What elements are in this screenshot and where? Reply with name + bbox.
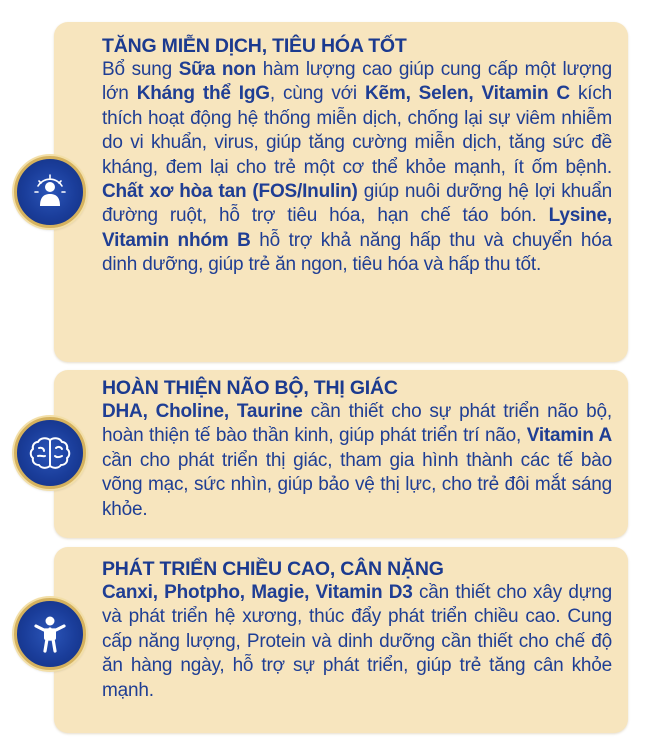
section-body xyxy=(102,581,612,703)
body-text: giúp nuôi dưỡng hệ lợi khuẩn đường ruột, hỗ trợ tiêu hóa, hạn chế táo bón. xyxy=(102,181,612,227)
highlight-text: Lysine, Vitamin nhóm B xyxy=(102,205,612,251)
highlight-text: DHA, Choline, Taurine xyxy=(102,401,303,422)
highlight-text: Sữa non xyxy=(178,59,257,80)
section-body xyxy=(102,400,612,522)
body-text: hàm lượng cao giúp cung cấp một lượng lớn xyxy=(102,59,612,105)
section-content xyxy=(102,34,612,278)
child-stretch-icon xyxy=(14,598,86,670)
highlight-text: Vitamin A xyxy=(526,425,613,447)
section-title: PHÁT TRIỂN CHIỀU CAO, CÂN NẶNG xyxy=(102,558,444,580)
body-text: kích thích hoạt động hệ thống miễn dịch, chống lại sự viêm nhiễm do vi khuẩn, virus, giúp tăng cường miễn dịch, tăng sức đề kháng, đem lại cho trẻ một cơ thể khỏe mạnh, ít ốm bệnh. xyxy=(102,83,612,178)
brain-icon xyxy=(14,417,86,489)
immune-person-icon xyxy=(14,156,86,228)
section-card-brain xyxy=(54,370,628,538)
body-text: cần cho phát triển thị giác, tham gia hình thành các tế bào võng mạc, sức nhìn, giúp bảo vệ thị lực, cho trẻ đôi mắt sáng khỏe. xyxy=(102,449,612,520)
highlight-text: Chất xơ hòa tan (FOS/Inulin) xyxy=(102,181,358,203)
section-content xyxy=(102,376,612,522)
section-title: TĂNG MIỄN DỊCH, TIÊU HÓA TỐT xyxy=(102,35,407,57)
body-text: , cùng với xyxy=(269,83,365,105)
highlight-text: Kẽm, Selen, Vitamin C xyxy=(364,83,570,105)
section-card-immunity xyxy=(54,22,628,362)
highlight-text: Canxi, Photpho, Magie, Vitamin D3 xyxy=(102,582,413,603)
highlight-text: Kháng thể IgG xyxy=(136,83,270,105)
body-text: cần thiết cho xây dựng và phát triển hệ xương, thúc đẩy phát triển chiều cao. Cung cấp năng lượng, Protein và dinh dưỡng cần thiết cho chế độ ăn hàng ngày, hỗ trợ sự phát triển, giúp trẻ tăng cân khỏe mạnh. xyxy=(102,582,612,701)
section-title: HOÀN THIỆN NÃO BỘ, THỊ GIÁC xyxy=(102,377,398,399)
body-text: cần thiết cho sự phát triển não bộ, hoàn thiện tế bào thần kinh, giúp phát triển trí não, xyxy=(102,401,612,447)
section-card-growth xyxy=(54,547,628,733)
section-content xyxy=(102,557,612,703)
body-text: Bổ sung xyxy=(102,59,179,80)
section-body xyxy=(102,58,612,278)
body-text: hỗ trợ khả năng hấp thu và chuyển hóa dinh dưỡng, giúp trẻ ăn ngon, tiêu hóa và hấp thu tốt. xyxy=(102,229,612,276)
